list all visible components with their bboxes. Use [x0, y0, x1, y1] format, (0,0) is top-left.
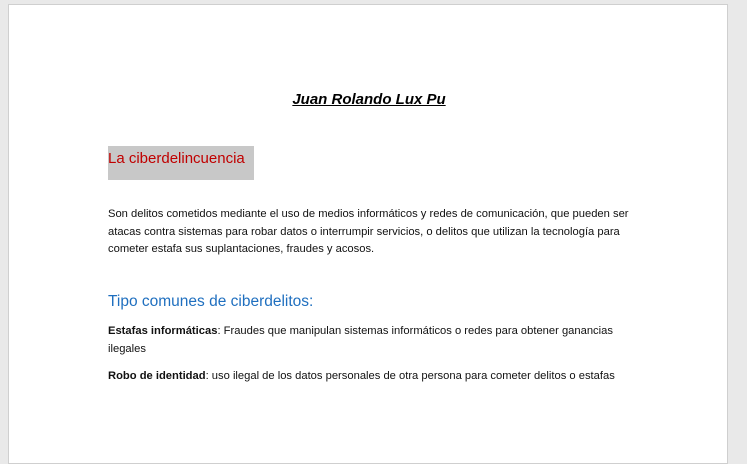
list-item-robo: [108, 368, 638, 386]
term-estafas: Estafas informáticas: [108, 325, 218, 337]
list-item-estafas: [108, 323, 638, 358]
document-page: [8, 4, 728, 464]
heading-tipos: Tipo comunes de ciberdelitos:: [108, 293, 314, 310]
heading-ciberdelincuencia: La ciberdelincuencia: [108, 146, 254, 180]
description-robo: : uso ilegal de los datos personales de otra persona para cometer delitos o estafas: [205, 370, 615, 382]
author-name: Juan Rolando Lux Pu: [292, 91, 446, 108]
description-estafas: : Fraudes que manipulan sistemas informáticos o redes para obtener ganancias ilegales: [108, 325, 613, 355]
term-robo: Robo de identidad: [108, 370, 206, 382]
paragraph-definition: Son delitos cometidos mediante el uso de medios informáticos y redes de comunicación, que pueden ser atacas contra sistemas para robar datos o interrumpir servicios, o delitos que utilizan la tecnología para cometer estafa sus suplantaciones, fraudes y acosos.: [108, 208, 629, 255]
